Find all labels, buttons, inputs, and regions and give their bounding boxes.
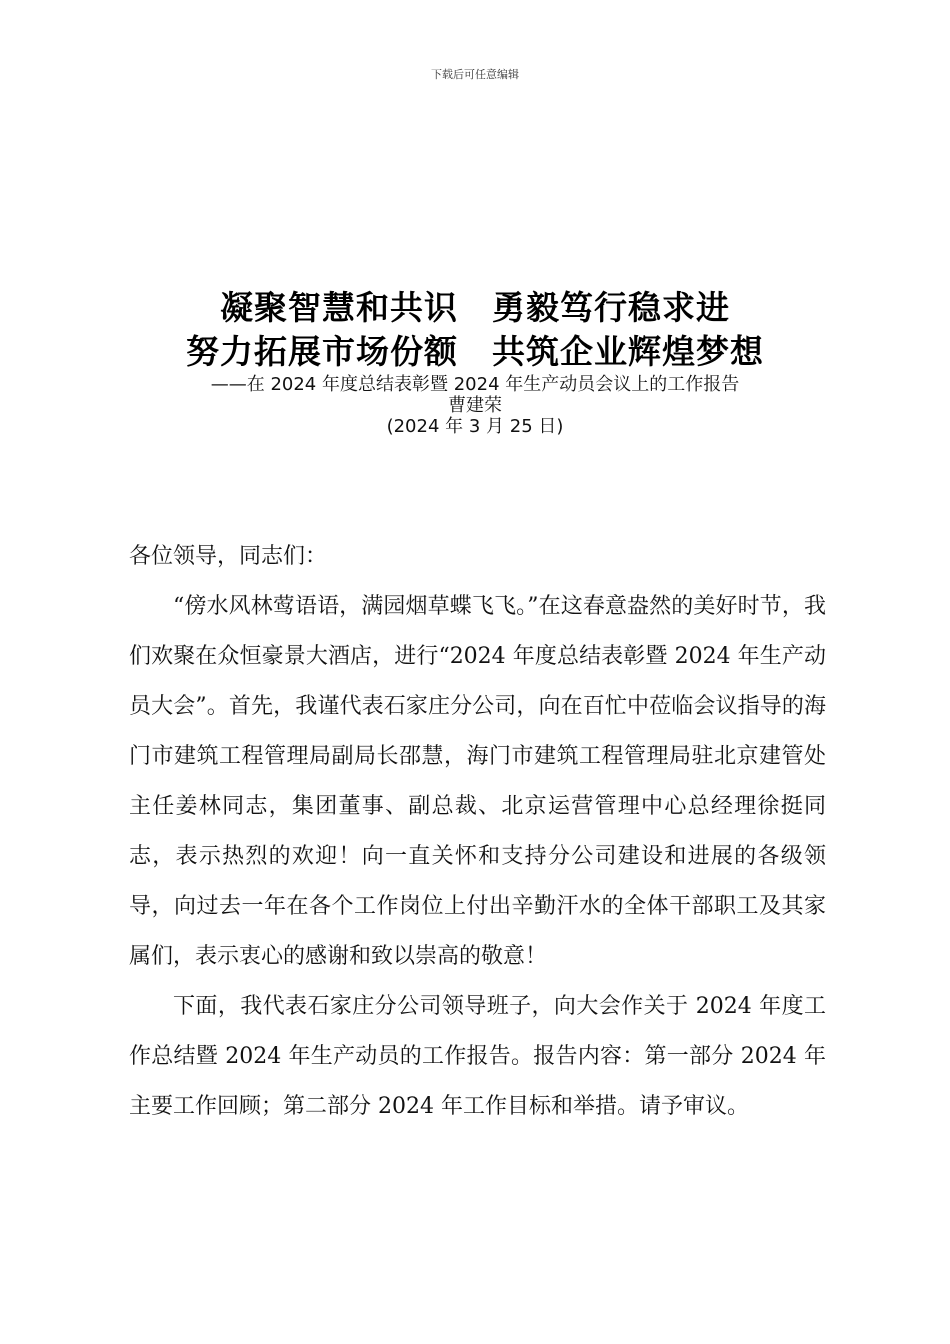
greeting: 各位领导，同志们： bbox=[129, 544, 328, 569]
report-body bbox=[129, 532, 826, 1132]
subtitle-author: 曹建荣 bbox=[448, 395, 502, 416]
paragraph-opening: “傍水风林莺语语，满园烟草蝶飞飞。”在这春意盎然的美好时节，我们欢聚在众恒豪景大酒店，进行“2024 年度总结表彰暨 2024 年生产动员大会”。首先，我谨代表石家庄分公司，向在百忙中莅临会议指导的海门市建筑工程管理局副局长邵慧，海门市建筑工程管理局驻北京建管处主任姜林同志，集团董事、副总裁、北京运营管理中心总经理徐挺同志，表示热烈的欢迎！向一直关怀和支持分公司建设和进展的各级领导，向过去一年在各个工作岗位上付出辛勤汗水的全体干部职工及其家属们，表示衷心的感谢和致以崇高的敬意！ bbox=[129, 594, 826, 969]
title-line-1: 凝聚智慧和共识 勇毅笃行稳求进 bbox=[220, 288, 730, 327]
subtitle-occasion: ——在 2024 年度总结表彰暨 2024 年生产动员会议上的工作报告 bbox=[210, 374, 740, 395]
title-block bbox=[0, 286, 950, 437]
header-note: 下载后可任意编辑 bbox=[431, 68, 519, 81]
title-line-2: 努力拓展市场份额 共筑企业辉煌梦想 bbox=[186, 332, 764, 371]
subtitle-date: (2024 年 3 月 25 日) bbox=[386, 416, 564, 437]
paragraph-report-outline: 下面，我代表石家庄分公司领导班子，向大会作关于 2024 年度工作总结暨 2024 年生产动员的工作报告。报告内容：第一部分 2024 年主要工作回顾；第二部分 2024 年工作目标和举措。请予审议。 bbox=[129, 994, 826, 1119]
